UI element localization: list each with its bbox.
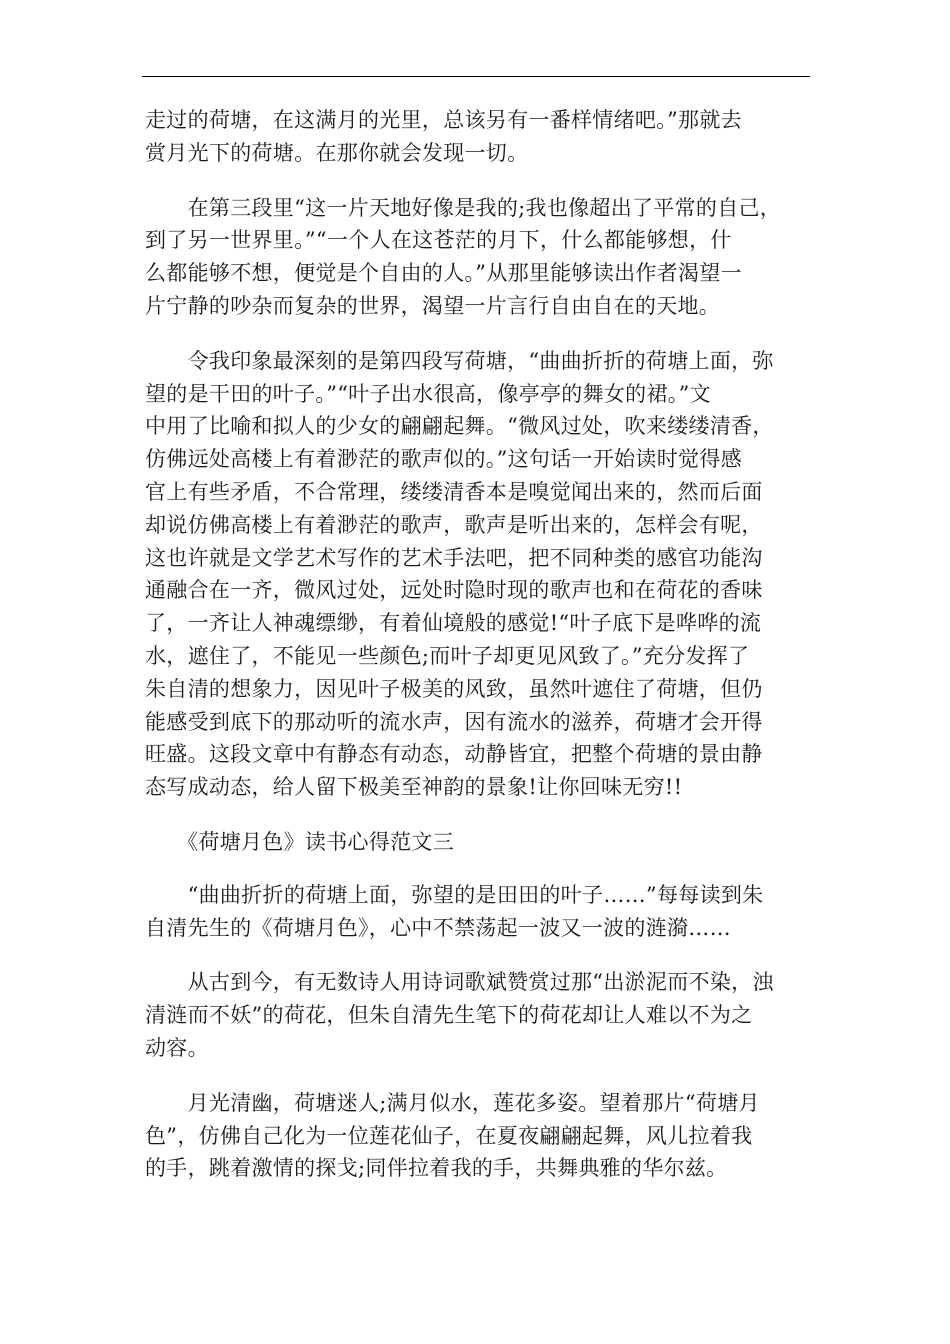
paragraph-intro-quote: “曲曲折折的荷塘上面，弥望的是田田的叶子……”每每读到朱 自清先生的《荷塘月色》，心中不禁荡起一波又一波的涟漪…… [145, 882, 764, 940]
header-rule [142, 76, 810, 77]
paragraph-moonlight: 月光清幽，荷塘迷人;满月似水，莲花多姿。望着那片“荷塘月 色”，仿佛自己化为一位莲花仙子，在夏夜翩翩起舞，风儿拉着我 的手，跳着激情的探戈;同伴拉着我的手，共舞典雅的华尔兹。 [145, 1090, 760, 1181]
paragraph-continued: 走过的荷塘，在这满月的光里，总该另有一番样情绪吧。”那就去 赏月光下的荷塘。在那你就会发现一切。 [145, 108, 742, 165]
paragraph-lotus-poets: 从古到今，有无数诗人用诗词歌斌赞赏过那“出淤泥而不染，浊 清涟而不妖”的荷花，但朱自清先生笔下的荷花却让人难以不为之 动容。 [145, 970, 774, 1060]
document-body [145, 104, 825, 1207]
paragraph-third-section: 在第三段里“这一片天地好像是我的;我也像超出了平常的自己， 到了另一世界里。”“一个人在这苍茫的月下，什么都能够想，什 么都能够不想，便觉是个自由的人。”从那里能够读出作者渴望一 片宁静的吵杂而复杂的世界，渴望一片言行自由自在的天地。 [145, 195, 782, 318]
section-heading: 《荷塘月色》读书心得范文三 [145, 829, 454, 854]
paragraph-fourth-section: 令我印象最深刻的是第四段写荷塘，“曲曲折折的荷塘上面，弥 望的是干田的叶子。”“叶子出水很高，像亭亭的舞女的裙。”文 中用了比喻和拟人的少女的翩翩起舞。“微风过处，吹来缕缕清香， 仿佛远处高楼上有着渺茫的歌声似的。”这句话一开始读时觉得感 官上有些矛盾，不合常理，缕缕清香本是嗅觉闻出来的，然而后面 却说仿佛高楼上有着渺茫的歌声，歌声是听出来的，怎样会有呢， 这也许就是文学艺术写作的艺术手法吧，把不同种类的感官功能沟 通融合在一齐，微风过处，远处时隐时现的歌声也和在荷花的香味 了，一齐让人神魂缥缈，有着仙境般的感觉!“叶子底下是哗哗的流 水，遮住了，不能见一些颜色;而叶子却更见风致了。”充分发挥了 朱自清的想象力，因见叶子极美的风致，虽然叶遮住了荷塘，但仍 能感受到底下的那动听的流水声，因有流水的滋养，荷塘才会开得 旺盛。这段文章中有静态有动态，动静皆宜，把整个荷塘的景由静 态写成动态，给人留下极美至神韵的景象!让你回味无穷!! [145, 348, 774, 800]
